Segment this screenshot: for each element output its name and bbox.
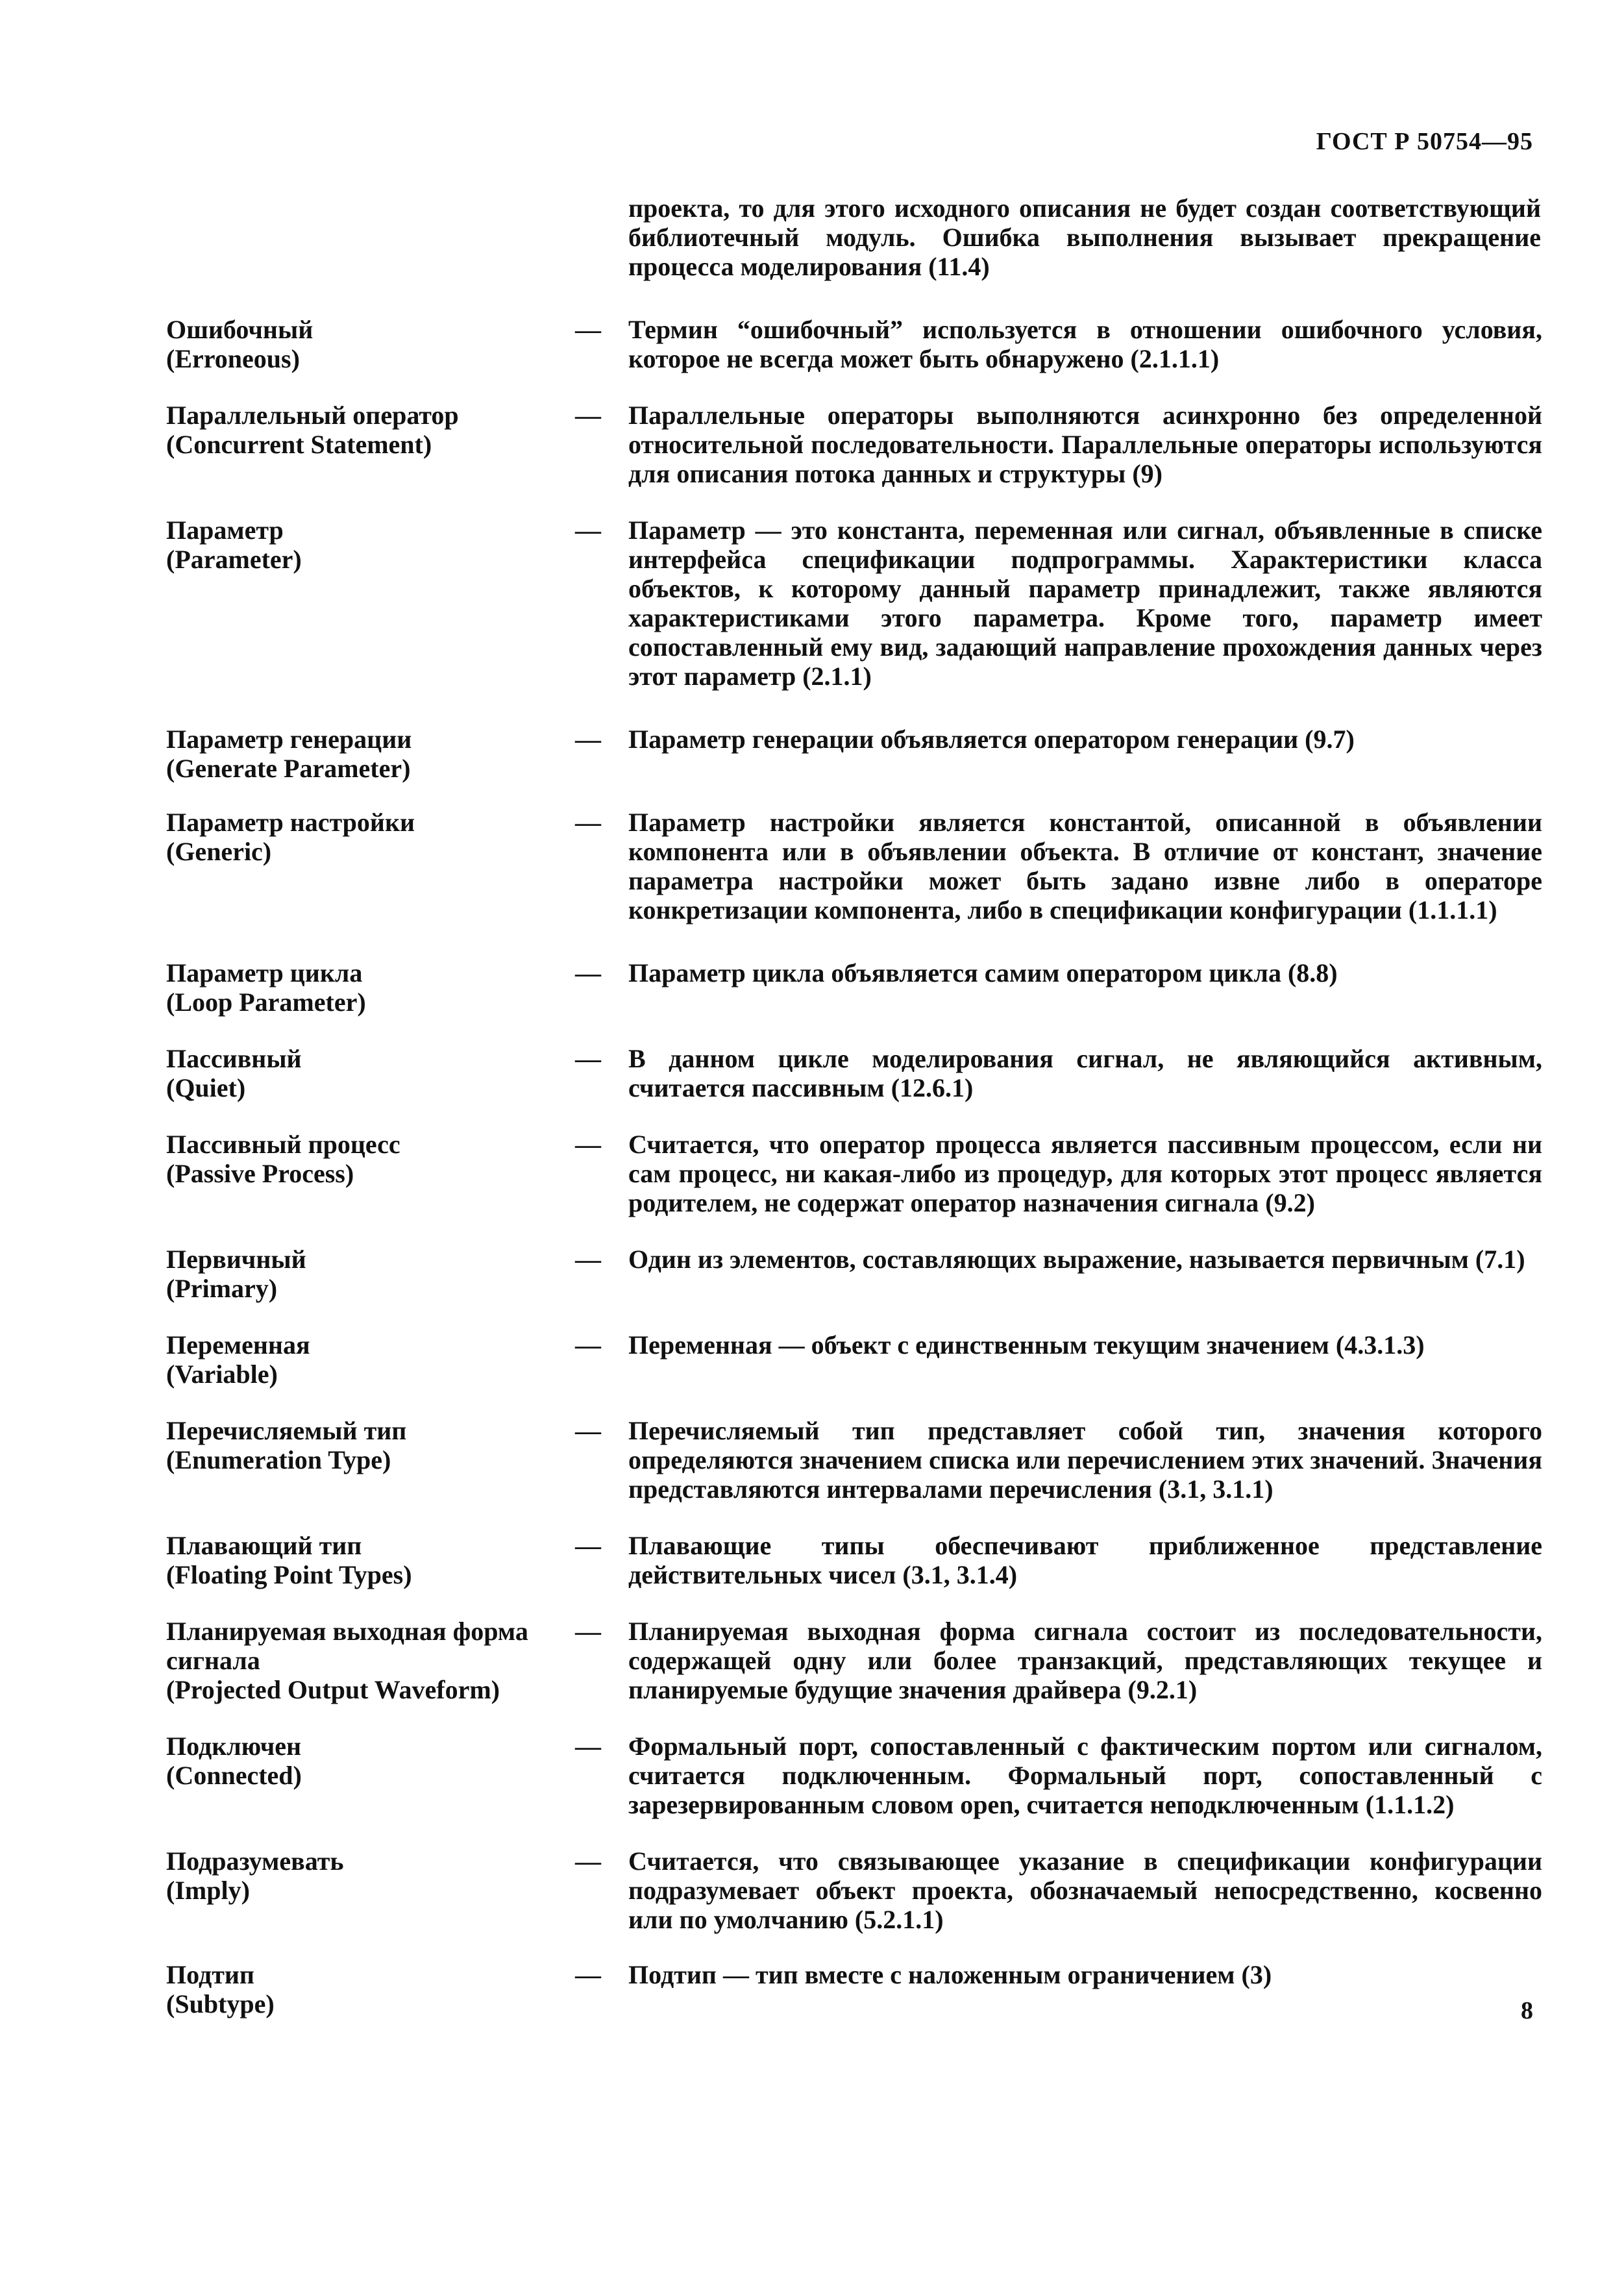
term-russian: Пассивный [166,1044,302,1073]
glossary-entry [166,1846,1542,1934]
glossary-definition: Считается, что связывающее указание в спецификации конфигурации подразумевает объект проекта, обозначаемый непосредственно, косвенно или по умолчанию (5.2.1.1) [628,1846,1542,1934]
glossary-definition: Перечисляемый тип представляет собой тип, значения которого определяются значением списка или перечислением этих значений. Значения представляются интервалами перечисления (3.1, 3.1.1) [628,1416,1542,1504]
term-russian: Плавающий тип [166,1531,362,1560]
definition-dash: — [575,1245,601,1274]
glossary-definition: Подтип — тип вместе с наложенным ограничением (3) [628,1960,1272,1989]
term-english: (Concurrent Statement) [166,430,432,459]
glossary-term [166,1531,575,1589]
definition-dash: — [575,516,601,545]
definition-dash: — [575,1846,601,1876]
glossary-term [166,1732,575,1790]
glossary-definition: Переменная — объект с единственным текущим значением (4.3.1.3) [628,1330,1425,1360]
glossary-definition: Параметр — это константа, переменная или сигнал, объявленные в списке интерфейса спецификации подпрограммы. Характеристики класса объектов, к которому данный параметр принадлежит, также являются характеристиками этого параметра. Кроме того, параметр имеет сопоставленный ему вид, задающий направление прохождения данных через этот параметр (2.1.1) [628,516,1542,691]
term-russian: Подразумевать [166,1846,344,1876]
term-english: (Projected Output Waveform) [166,1675,500,1704]
glossary-term [166,315,575,373]
term-english: (Primary) [166,1274,278,1303]
term-russian: Параметр цикла [166,958,363,988]
glossary-term [166,1416,575,1474]
glossary-entry [166,1531,1542,1589]
term-russian: Параметр настройки [166,808,415,837]
term-russian: Параллельный оператор [166,401,459,430]
term-russian: Пассивный процесс [166,1130,400,1159]
definition-dash: — [575,1531,601,1560]
term-russian: Перечисляемый тип [166,1416,407,1445]
glossary-term [166,401,575,459]
glossary-definition: Параметр настройки является константой, описанной в объявлении компонента или в объявлении объекта. В отличие от констант, значение параметра настройки может быть задано извне либо в операторе конкретизации компонента, либо в спецификации конфигурации (1.1.1.1) [628,808,1542,925]
term-english: (Quiet) [166,1073,246,1102]
glossary-definition: Параметр генерации объявляется оператором генерации (9.7) [628,725,1355,754]
glossary-definition: В данном цикле моделирования сигнал, не являющийся активным, считается пассивным (12.6.1) [628,1044,1542,1102]
definition-dash: — [575,1416,601,1445]
glossary-term [166,1330,575,1389]
glossary-term [166,958,575,1017]
continued-definition: проекта, то для этого исходного описания не будет создан соответствующий библиотечный модуль. Ошибка выполнения вызывает прекращение процесса моделирования (11.4) [628,193,1541,281]
glossary-term [166,1130,575,1188]
glossary-entry [166,958,1542,1017]
glossary-term [166,1617,575,1704]
term-russian: Ошибочный [166,315,314,344]
definition-dash: — [575,315,601,344]
term-english: (Generic) [166,837,272,866]
glossary-entry [166,1732,1542,1819]
term-russian: Планируемая выходная форма сигнала [166,1617,528,1675]
term-english: (Passive Process) [166,1159,354,1188]
glossary-definition: Параметр цикла объявляется самим оператором цикла (8.8) [628,958,1338,988]
glossary-entry [166,1617,1542,1704]
definition-dash: — [575,808,601,837]
term-russian: Первичный [166,1245,306,1274]
glossary-term [166,1846,575,1905]
term-russian: Подключен [166,1732,302,1761]
page-number: 8 [1521,1997,1533,2024]
term-russian: Подтип [166,1960,254,1989]
definition-dash: — [575,725,601,754]
glossary-definition: Плавающие типы обеспечивают приближенное представление действительных чисел (3.1, 3.1.4) [628,1531,1542,1589]
term-english: (Subtype) [166,1989,275,2019]
glossary-definition: Формальный порт, сопоставленный с фактическим портом или сигналом, считается подключенным. Формальный порт, сопоставленный с зарезервированным словом open, считается неподключенным (1.1.1.2) [628,1732,1542,1819]
term-english: (Generate Parameter) [166,754,411,783]
glossary-entry [166,1960,1542,2019]
glossary-entry [166,1044,1542,1102]
term-english: (Floating Point Types) [166,1560,412,1589]
glossary-entry [166,516,1542,691]
glossary-entry [166,1416,1542,1504]
glossary-entry [166,1130,1542,1217]
term-russian: Параметр генерации [166,725,412,754]
term-english: (Variable) [166,1360,278,1389]
glossary-entry [166,1245,1542,1303]
glossary-definition: Один из элементов, составляющих выражение, называется первичным (7.1) [628,1245,1525,1274]
definition-dash: — [575,401,601,430]
definition-dash: — [575,1130,601,1159]
glossary-definition: Параллельные операторы выполняются асинхронно без определенной относительной последовательности. Параллельные операторы используются для описания потока данных и структуры (9) [628,401,1542,488]
glossary-entry [166,401,1542,488]
term-english: (Parameter) [166,545,302,574]
glossary-term [166,1245,575,1303]
term-english: (Connected) [166,1761,302,1790]
glossary-definition: Планируемая выходная форма сигнала состоит из последовательности, содержащей одну или более транзакций, представляющих текущее и планируемые будущие значения драйвера (9.2.1) [628,1617,1542,1704]
glossary-definition: Термин “ошибочный” используется в отношении ошибочного условия, которое не всегда может быть обнаружено (2.1.1.1) [628,315,1542,373]
glossary-list [166,315,1542,2019]
definition-dash: — [575,1732,601,1761]
definition-dash: — [575,1960,601,1989]
glossary-term [166,516,575,574]
term-russian: Переменная [166,1330,310,1360]
glossary-entry [166,808,1542,925]
term-english: (Erroneous) [166,344,300,373]
glossary-entry [166,1330,1542,1389]
glossary-term [166,808,575,866]
definition-dash: — [575,958,601,988]
glossary-term [166,1960,575,2019]
glossary-term [166,725,575,783]
document-header: ГОСТ Р 50754—95 [1316,128,1533,155]
glossary-entry [166,315,1542,373]
term-english: (Enumeration Type) [166,1445,391,1474]
definition-dash: — [575,1044,601,1073]
glossary-definition: Считается, что оператор процесса является пассивным процессом, если ни сам процесс, ни какая-либо из процедур, для которых этот процесс является родителем, не содержат оператор назначения сигнала (9.2) [628,1130,1542,1217]
term-russian: Параметр [166,516,284,545]
term-english: (Loop Parameter) [166,988,366,1017]
glossary-entry [166,725,1542,783]
glossary-term [166,1044,575,1102]
definition-dash: — [575,1330,601,1360]
term-english: (Imply) [166,1876,250,1905]
definition-dash: — [575,1617,601,1646]
